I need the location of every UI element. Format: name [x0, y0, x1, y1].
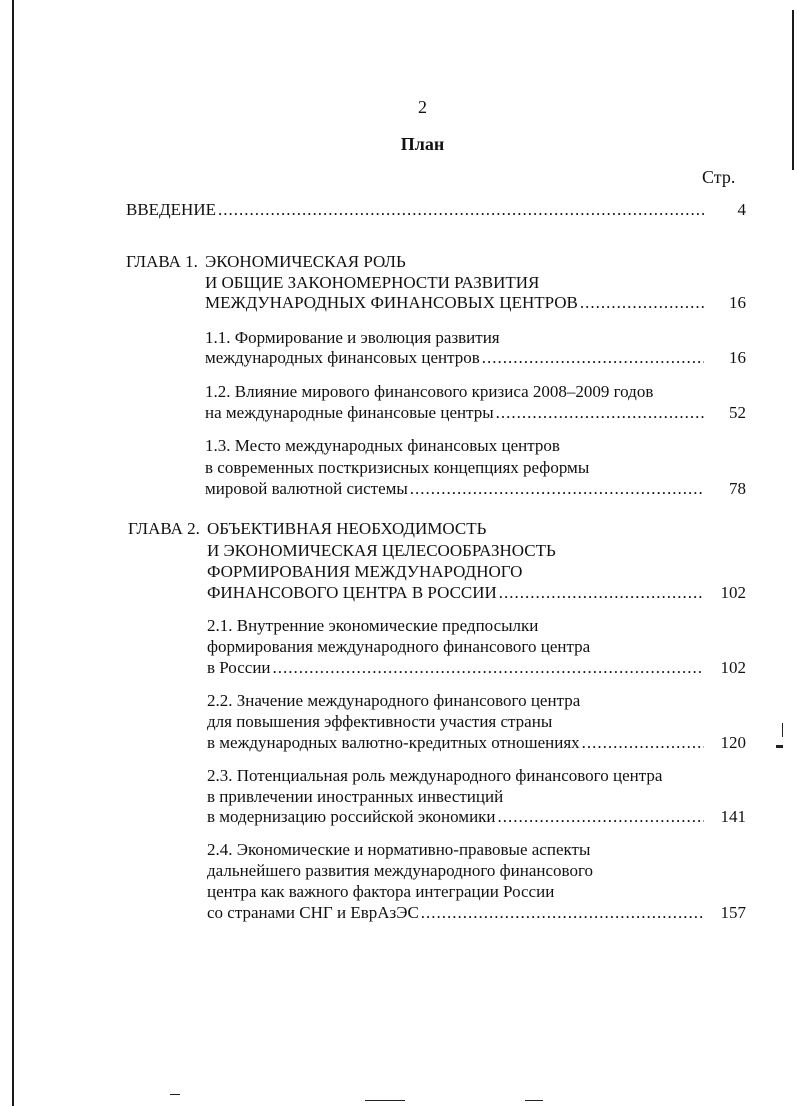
- toc-page-number: 78: [729, 479, 746, 498]
- section-title-line: в модернизацию российской экономики: [207, 807, 496, 826]
- toc-page-number: 16: [729, 348, 746, 367]
- page-title: План: [400, 134, 445, 154]
- section-title-line[interactable]: для повышения эффективности участия страны: [207, 712, 553, 731]
- toc-page-number: 102: [720, 583, 746, 602]
- chapter-title-line[interactable]: ЭКОНОМИЧЕСКАЯ РОЛЬ: [205, 252, 406, 271]
- scan-mark: [782, 723, 783, 737]
- chapter-title-line: МЕЖДУНАРОДНЫХ ФИНАНСОВЫХ ЦЕНТРОВ: [205, 293, 578, 312]
- dot-leader: [273, 656, 704, 679]
- toc-entry-label: ВВЕДЕНИЕ: [126, 200, 216, 219]
- pages-column-header: Стр.: [702, 167, 736, 187]
- section-title-line: в России: [207, 658, 271, 677]
- chapter-title-line[interactable]: И ЭКОНОМИЧЕСКАЯ ЦЕЛЕСООБРАЗНОСТЬ: [207, 541, 556, 560]
- chapter-title-line[interactable]: ОБЪЕКТИВНАЯ НЕОБХОДИМОСТЬ: [207, 519, 487, 538]
- section-title-line[interactable]: формирования международного финансового центра: [207, 637, 591, 656]
- scan-mark: [776, 745, 783, 748]
- chapter-title-line: ФИНАНСОВОГО ЦЕНТРА В РОССИИ: [207, 583, 497, 602]
- section-title-line: мировой валютной системы: [205, 479, 408, 498]
- dot-leader: [421, 901, 704, 924]
- dot-leader: [482, 346, 704, 369]
- section-title-line[interactable]: в современных посткризисных концепциях реформы: [205, 458, 590, 477]
- scan-mark: [365, 1100, 405, 1101]
- section-title-line: со странами СНГ и ЕврАзЭС: [207, 903, 419, 922]
- section-last-line[interactable]: [207, 805, 704, 828]
- section-last-line[interactable]: [207, 656, 704, 679]
- dot-leader: [496, 401, 704, 424]
- section-title-line[interactable]: 2.4. Экономические и нормативно-правовые аспекты: [207, 840, 591, 859]
- chapter-title-last-line[interactable]: [205, 291, 704, 314]
- toc-page-number: 4: [737, 200, 746, 219]
- section-title-line[interactable]: 2.3. Потенциальная роль международного финансового центра: [207, 766, 663, 785]
- section-title-line[interactable]: 1.3. Место международных финансовых центров: [205, 436, 560, 455]
- section-last-line[interactable]: [205, 346, 704, 369]
- section-title-line[interactable]: 1.1. Формирование и эволюция развития: [205, 328, 500, 347]
- section-title-line: в международных валютно-кредитных отношениях: [207, 733, 580, 752]
- toc-page-number: 120: [720, 733, 746, 752]
- section-title-line[interactable]: 2.2. Значение международного финансового центра: [207, 691, 581, 710]
- page-number: 2: [418, 97, 427, 117]
- section-title-line[interactable]: в привлечении иностранных инвестиций: [207, 787, 504, 806]
- dot-leader: [499, 581, 704, 604]
- toc-page-number: 52: [729, 403, 746, 422]
- section-last-line[interactable]: [207, 901, 704, 924]
- section-title-line[interactable]: центра как важного фактора интеграции России: [207, 882, 555, 901]
- section-title-line: международных финансовых центров: [205, 348, 480, 367]
- chapter-prefix: ГЛАВА 2.: [128, 519, 200, 538]
- toc-page-number: 102: [720, 658, 746, 677]
- toc-page-number: 16: [729, 293, 746, 312]
- section-title-line[interactable]: 1.2. Влияние мирового финансового кризиса 2008–2009 годов: [205, 382, 654, 401]
- section-title-line[interactable]: дальнейшего развития международного финансового: [207, 861, 593, 880]
- scan-mark: [170, 1094, 180, 1095]
- section-title-line: на международные финансовые центры: [205, 403, 494, 422]
- section-title-line[interactable]: 2.1. Внутренние экономические предпосылки: [207, 616, 539, 635]
- chapter-title-line[interactable]: ФОРМИРОВАНИЯ МЕЖДУНАРОДНОГО: [207, 562, 523, 581]
- chapter-prefix: ГЛАВА 1.: [126, 252, 198, 271]
- chapter-title-line[interactable]: И ОБЩИЕ ЗАКОНОМЕРНОСТИ РАЗВИТИЯ: [205, 273, 540, 292]
- toc-entry-intro[interactable]: [126, 198, 704, 221]
- dot-leader: [218, 198, 704, 221]
- section-last-line[interactable]: [207, 731, 704, 754]
- dot-leader: [498, 805, 704, 828]
- section-last-line[interactable]: [205, 401, 704, 424]
- scan-border-left: [12, 0, 14, 1106]
- scan-mark: [525, 1100, 543, 1101]
- dot-leader: [410, 477, 704, 500]
- chapter-title-last-line[interactable]: [207, 581, 704, 604]
- section-last-line[interactable]: [205, 477, 704, 500]
- toc-page-number: 141: [720, 807, 746, 826]
- toc-page-number: 157: [720, 903, 746, 922]
